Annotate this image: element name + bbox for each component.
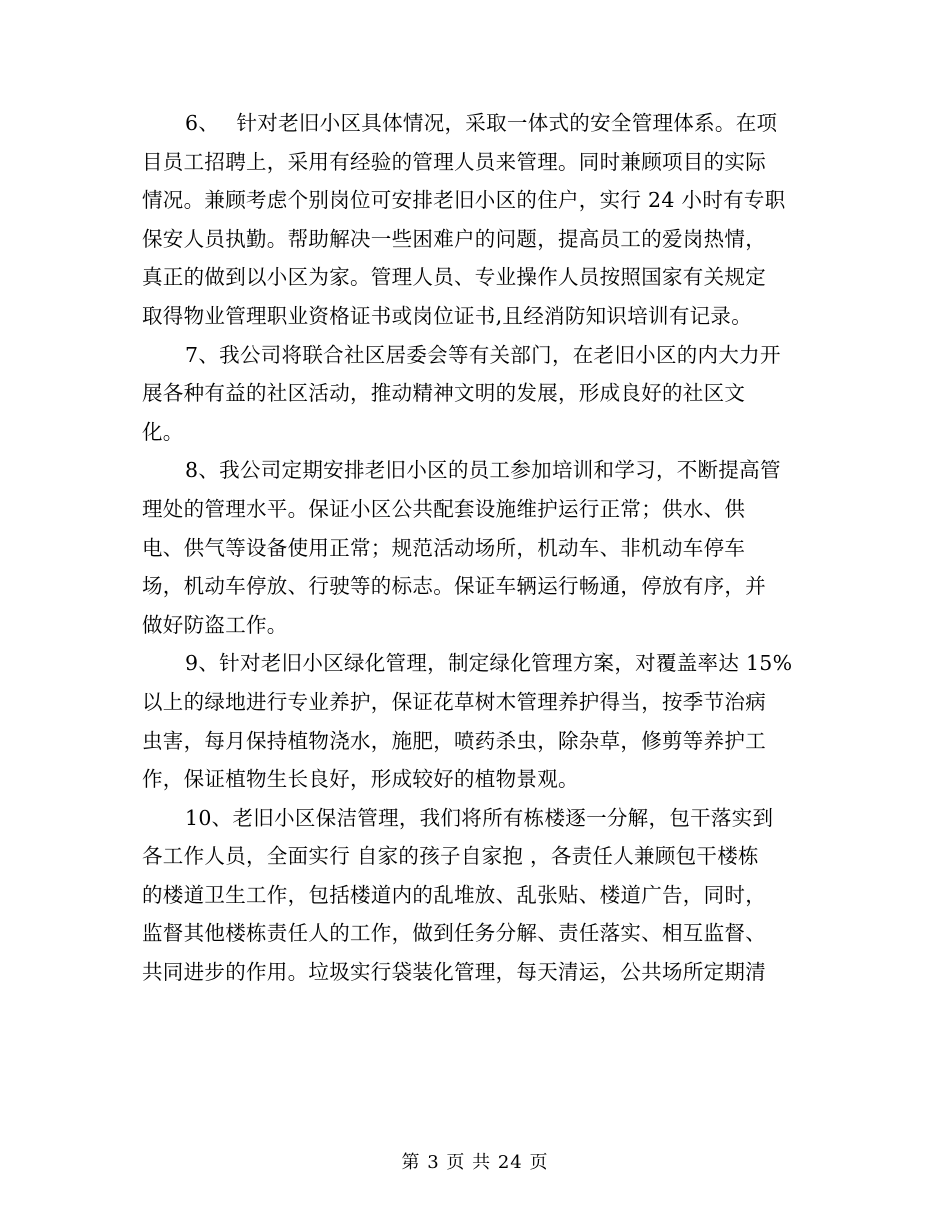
text-line: 作，保证植物生长良好，形成较好的植物景观。 xyxy=(142,767,579,792)
text-line: 8、我公司定期安排老旧小区的员工参加培训和学习，不断提高管 xyxy=(185,458,781,483)
text-line: 各工作人员，全面实行 自家的孩子自家抱 ，各责任人兼顾包干楼栋 xyxy=(142,844,759,869)
text-line: 7、我公司将联合社区居委会等有关部门，在老旧小区的内大力开 xyxy=(185,342,781,367)
text-line: 目员工招聘上，采用有经验的管理人员来管理。同时兼顾项目的实际 xyxy=(142,149,766,174)
text-line: 保安人员执勤。帮助解决一些困难户的问题，提高员工的爱岗热情， xyxy=(142,226,766,251)
text-line: 展各种有益的社区活动，推动精神文明的发展，形成良好的社区文 xyxy=(142,381,746,406)
text-line: 做好防盗工作。 xyxy=(142,612,288,637)
text-line: 共同进步的作用。垃圾实行袋装化管理，每天清运，公共场所定期清 xyxy=(142,960,766,985)
text-line: 电、供气等设备使用正常；规范活动场所，机动车、非机动车停车 xyxy=(142,535,746,560)
text-line: 6、 针对老旧小区具体情况，采取一体式的安全管理体系。在项 xyxy=(185,111,778,135)
text-line: 化。 xyxy=(142,419,184,444)
text-line: 监督其他楼栋责任人的工作，做到任务分解、责任落实、相互监督、 xyxy=(142,921,766,946)
text-line: 取得物业管理职业资格证书或岗位证书,且经消防知识培训有记录。 xyxy=(142,303,753,328)
page-number-footer: 第 3 页 共 24 页 xyxy=(401,1152,549,1173)
text-line: 情况。兼顾考虑个别岗位可安排老旧小区的住户，实行 24 小时有专职 xyxy=(142,188,786,213)
paragraph-7 xyxy=(142,336,810,452)
text-line: 以上的绿地进行专业养护，保证花草树木管理养护得当，按季节治病 xyxy=(142,689,766,714)
document-body xyxy=(142,104,810,992)
paragraph-10 xyxy=(142,799,810,992)
text-line: 9、针对老旧小区绿化管理，制定绿化管理方案，对覆盖率达 15% xyxy=(185,651,793,676)
text-line: 场，机动车停放、行驶等的标志。保证车辆运行畅通，停放有序，并 xyxy=(142,574,766,599)
text-line: 10、老旧小区保洁管理，我们将所有栋楼逐一分解，包干落实到 xyxy=(185,805,774,830)
paragraph-8 xyxy=(142,451,810,644)
text-line: 理处的管理水平。保证小区公共配套设施维护运行正常；供水、供 xyxy=(142,496,746,521)
text-line: 虫害，每月保持植物浇水，施肥，喷药杀虫，除杂草，修剪等养护工 xyxy=(142,728,766,753)
text-line: 真正的做到以小区为家。管理人员、专业操作人员按照国家有关规定 xyxy=(142,265,766,290)
paragraph-9 xyxy=(142,644,810,798)
paragraph-6 xyxy=(142,104,810,336)
text-line: 的楼道卫生工作，包括楼道内的乱堆放、乱张贴、楼道广告，同时， xyxy=(142,882,766,907)
